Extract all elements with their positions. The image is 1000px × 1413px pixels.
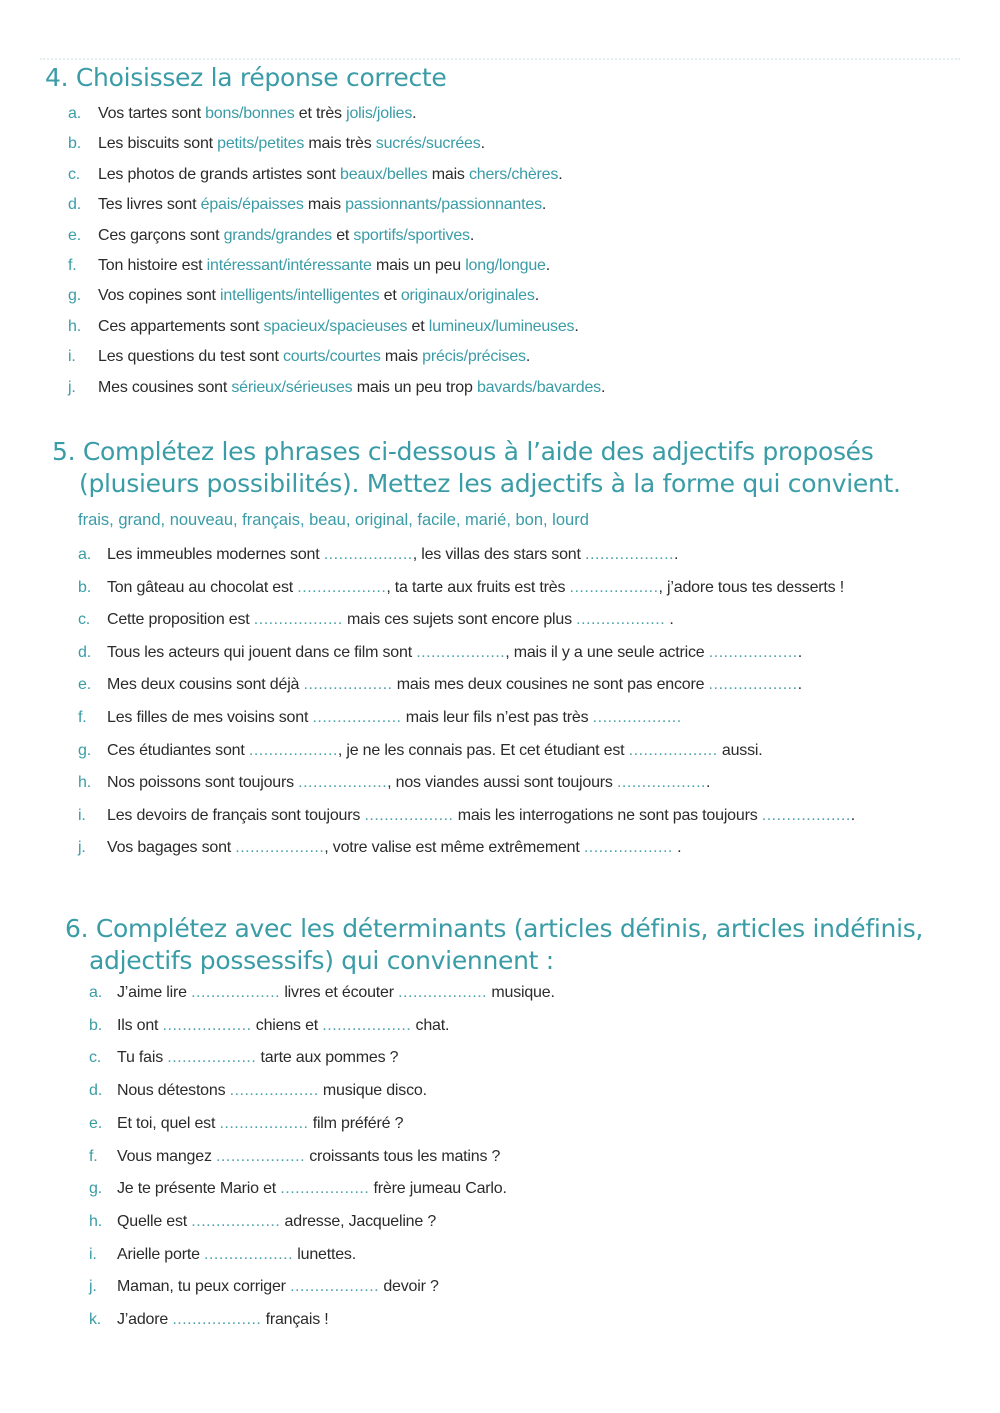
sentence-text: Les filles de mes voisins sont [107,709,313,726]
answer-choice: petits/petites [217,135,305,153]
answer-blank[interactable]: .................. [592,709,682,726]
sentence-text: Tous les acteurs qui jouent dans ce film sont [107,643,417,661]
sentence-text: Les photos de grands artistes sont [98,165,341,183]
sentence-text: . [525,348,531,366]
sentence-text: Maman, tu peux corriger [117,1278,291,1296]
answer-choice: beaux/belles [340,165,428,183]
sentence-text: Tes livres sont [98,196,201,214]
item-sentence [117,983,555,1003]
sentence-text: Vous mangez [117,1147,216,1165]
exercise-5-title-line-1: 5. Complétez les phrases ci-dessous à l’aide des adjectifs proposés [52,437,874,466]
sentence-text: livres et écouter [280,984,399,1001]
answer-blank[interactable]: .................. [167,1049,257,1067]
item-letter: d. [89,1082,102,1100]
sentence-text: . [665,611,674,629]
item-sentence [107,578,844,598]
item-letter: c. [89,1049,102,1067]
sentence-text: musique. [487,984,555,1001]
item-letter: e. [78,676,91,694]
item-letter: j. [78,839,86,857]
answer-blank[interactable]: .................. [312,709,402,726]
item-sentence [107,741,763,761]
sentence-text: et [331,226,354,244]
sentence-text: français ! [261,1311,329,1328]
item-sentence [98,317,579,337]
answer-choice: sucrés/sucrées [375,135,481,153]
exercise-5-title [52,436,901,500]
item-letter: j. [89,1278,97,1296]
sentence-text: . [534,287,539,305]
item-letter: g. [78,741,91,759]
sentence-text: , nos viandes aussi sont toujours [387,774,617,792]
answer-choice: sportifs/sportives [353,226,470,244]
item-letter: b. [68,135,81,153]
sentence-text: mais un peu trop [352,378,477,396]
item-letter: i. [68,348,76,366]
sentence-text: Et toi, quel est [117,1114,220,1132]
item-letter: a. [68,105,81,122]
sentence-text: Les questions du test sont [98,348,283,366]
answer-blank[interactable]: .................. [628,741,718,759]
item-letter: j. [68,378,76,396]
sentence-text: Ces étudiantes sont [107,741,249,759]
answer-blank[interactable]: .................. [235,839,325,857]
sentence-text: , j’adore tous tes desserts ! [658,578,844,596]
answer-blank[interactable]: .................. [708,643,798,661]
sentence-text: . [558,165,563,183]
answer-blank[interactable]: .................. [616,774,706,792]
sentence-text: Ils ont [117,1016,163,1034]
item-letter: e. [89,1114,102,1132]
item-sentence [107,773,710,793]
sentence-text: Mes cousines sont [98,378,232,396]
item-letter: d. [78,643,91,661]
item-letter: h. [78,774,91,792]
sentence-text: . [674,546,679,563]
answer-blank[interactable]: .................. [585,546,675,563]
item-letter: f. [68,257,77,274]
sentence-text: et très [294,105,347,122]
sentence-text: . [469,226,475,244]
answer-blank[interactable]: .................. [761,806,851,824]
answer-choice: spacieux/spacieuses [263,317,408,335]
sentence-text: Les devoirs de français sont toujours [107,806,365,824]
item-sentence [98,134,485,154]
answer-choice: précis/précises [422,348,526,366]
sentence-text: . [672,839,682,857]
sentence-text: . [574,317,579,335]
sentence-text: . [480,135,485,153]
exercise-6-title-line-2: adjectifs possessifs) qui conviennent : [89,946,554,975]
answer-choice: passionnants/passionnantes [345,196,542,214]
item-sentence [117,1310,329,1330]
answer-choice: intéressant/intéressante [206,257,372,274]
answer-blank[interactable]: .................. [191,984,281,1001]
item-sentence [117,1179,507,1199]
item-sentence [107,643,802,663]
sentence-text: mais [427,165,469,183]
answer-blank[interactable]: .................. [172,1311,262,1328]
item-sentence [117,1245,356,1265]
answer-choice: bons/bonnes [205,105,295,122]
sentence-text: chiens et [251,1016,323,1034]
sentence-text: , les villas des stars sont [412,546,585,563]
sentence-text: . [797,643,802,661]
answer-blank[interactable]: .................. [708,676,798,694]
item-letter: a. [89,984,102,1001]
sentence-text: lunettes. [293,1245,356,1263]
item-letter: b. [78,578,91,596]
sentence-text: et [407,317,429,335]
sentence-text: . [705,774,711,792]
item-letter: i. [78,806,86,824]
sentence-text: . [412,105,417,122]
item-sentence [98,347,530,367]
sentence-text: Vos copines sont [98,287,221,305]
sentence-text: Les immeubles modernes sont [107,546,324,563]
item-sentence [117,1212,436,1232]
item-letter: e. [68,226,81,244]
sentence-text: mais [303,196,346,214]
item-letter: h. [89,1212,102,1230]
sentence-text: . [600,378,606,396]
exercise-5-title-line-2: (plusieurs possibilités). Mettez les adjectifs à la forme qui convient. [79,469,901,498]
item-letter: b. [89,1016,102,1034]
sentence-text: Ton histoire est [98,257,207,274]
item-letter: g. [89,1180,102,1198]
answer-choice: lumineux/lumineuses [428,317,575,335]
answer-blank[interactable]: .................. [298,774,388,792]
item-sentence [117,1081,427,1101]
sentence-text: Ton gâteau au chocolat est [107,578,298,596]
item-sentence [117,1048,398,1068]
item-letter: a. [78,546,91,563]
answer-blank[interactable]: .................. [216,1147,306,1165]
item-letter: g. [68,287,81,305]
item-sentence [98,195,546,215]
item-sentence [107,675,802,695]
sentence-text: Ces appartements sont [98,317,264,335]
sentence-text: J’aime lire [117,984,192,1001]
sentence-text: chat. [411,1016,450,1034]
answer-blank[interactable]: .................. [576,611,666,629]
answer-choice: jolis/jolies [346,105,413,122]
item-sentence [117,1016,449,1036]
sentence-text: tarte aux pommes ? [256,1049,399,1067]
word-bank: frais, grand, nouveau, français, beau, original, facile, marié, bon, lourd [78,511,589,529]
item-sentence [107,838,681,858]
answer-blank[interactable]: .................. [364,806,454,824]
sentence-text: Arielle porte [117,1245,205,1263]
sentence-text: , je ne les connais pas. Et cet étudiant est [337,741,629,759]
sentence-text: et [379,287,401,305]
item-sentence [98,378,605,398]
sentence-text: Tu fais [117,1049,168,1067]
answer-choice: bavards/bavardes [476,378,601,396]
item-letter: c. [68,165,81,183]
item-sentence [98,165,562,185]
answer-blank[interactable]: .................. [303,676,393,694]
sentence-text: mais très [304,135,376,153]
exercise-6-title [65,913,923,977]
answer-choice: originaux/originales [400,287,535,305]
answer-blank[interactable]: .................. [248,741,338,759]
sentence-text: Vos tartes sont [98,105,206,122]
answer-choice: sérieux/sérieuses [231,378,353,396]
sentence-text: Vos bagages sont [107,839,236,857]
item-sentence [98,226,474,246]
answer-blank[interactable]: .................. [280,1180,370,1198]
sentence-text: Mes deux cousins sont déjà [107,676,304,694]
sentence-text: . [797,676,802,694]
item-letter: c. [78,611,91,629]
answer-blank[interactable]: .................. [297,578,387,596]
answer-blank[interactable]: .................. [204,1245,294,1263]
item-sentence [98,256,550,276]
exercise-4-title: 4. Choisissez la réponse correcte [45,63,447,92]
answer-blank[interactable]: .................. [322,1016,412,1034]
answer-blank[interactable]: .................. [290,1278,380,1296]
item-sentence [98,286,539,306]
sentence-text: Cette proposition est [107,611,254,629]
sentence-text: mais [380,348,423,366]
item-sentence [117,1114,403,1134]
sentence-text: film préféré ? [308,1114,404,1132]
sentence-text: , ta tarte aux fruits est très [386,578,570,596]
sentence-text: mais un peu [371,257,466,274]
sentence-text: , mais il y a une seule actrice [505,643,709,661]
answer-blank[interactable]: .................. [162,1016,252,1034]
item-letter: f. [89,1147,98,1165]
answer-blank[interactable]: .................. [569,578,659,596]
answer-blank[interactable]: .................. [398,984,488,1001]
answer-blank[interactable]: .................. [229,1082,319,1100]
item-letter: f. [78,709,87,726]
answer-choice: épais/épaisses [200,196,304,214]
sentence-text: adresse, Jacqueline ? [280,1212,437,1230]
item-sentence [107,708,682,728]
sentence-text: musique disco. [318,1082,427,1100]
answer-blank[interactable]: .................. [191,1212,281,1230]
answer-choice: chers/chères [468,165,559,183]
sentence-text: mais leur fils n’est pas très [401,709,593,726]
answer-blank[interactable]: .................. [323,546,413,563]
sentence-text: J’adore [117,1311,173,1328]
answer-blank[interactable]: .................. [253,611,343,629]
answer-choice: courts/courtes [282,348,381,366]
sentence-text: Quelle est [117,1212,192,1230]
answer-blank[interactable]: .................. [583,839,673,857]
sentence-text: Nous détestons [117,1082,230,1100]
sentence-text: croissants tous les matins ? [305,1147,501,1165]
item-sentence [117,1277,439,1297]
sentence-text: devoir ? [379,1278,439,1296]
item-sentence [98,104,416,124]
sentence-text: . [850,806,856,824]
sentence-text: Ces garçons sont [98,226,224,244]
answer-choice: long/longue [465,257,546,274]
sentence-text: mais les interrogations ne sont pas toujours [453,806,762,824]
sentence-text: Nos poissons sont toujours [107,774,299,792]
top-divider [40,58,960,60]
item-sentence [107,610,674,630]
exercise-6-title-line-1: 6. Complétez avec les déterminants (articles définis, articles indéfinis, [65,914,924,943]
item-sentence [107,545,678,565]
sentence-text: . [541,196,547,214]
answer-choice: intelligents/intelligentes [220,287,380,305]
sentence-text: mais ces sujets sont encore plus [342,611,577,629]
sentence-text: Les biscuits sont [98,135,218,153]
item-sentence [107,806,855,826]
sentence-text: . [545,257,550,274]
item-letter: h. [68,317,81,335]
sentence-text: aussi. [717,741,763,759]
item-letter: k. [89,1311,102,1328]
sentence-text: Je te présente Mario et [117,1180,281,1198]
item-letter: d. [68,196,81,214]
sentence-text: , votre valise est même extrêmement [324,839,584,857]
item-letter: i. [89,1245,97,1263]
sentence-text: frère jumeau Carlo. [369,1180,507,1198]
answer-choice: grands/grandes [223,226,332,244]
answer-blank[interactable]: .................. [219,1114,309,1132]
sentence-text: mais mes deux cousines ne sont pas encore [392,676,709,694]
answer-blank[interactable]: .................. [416,643,506,661]
item-sentence [117,1147,500,1167]
